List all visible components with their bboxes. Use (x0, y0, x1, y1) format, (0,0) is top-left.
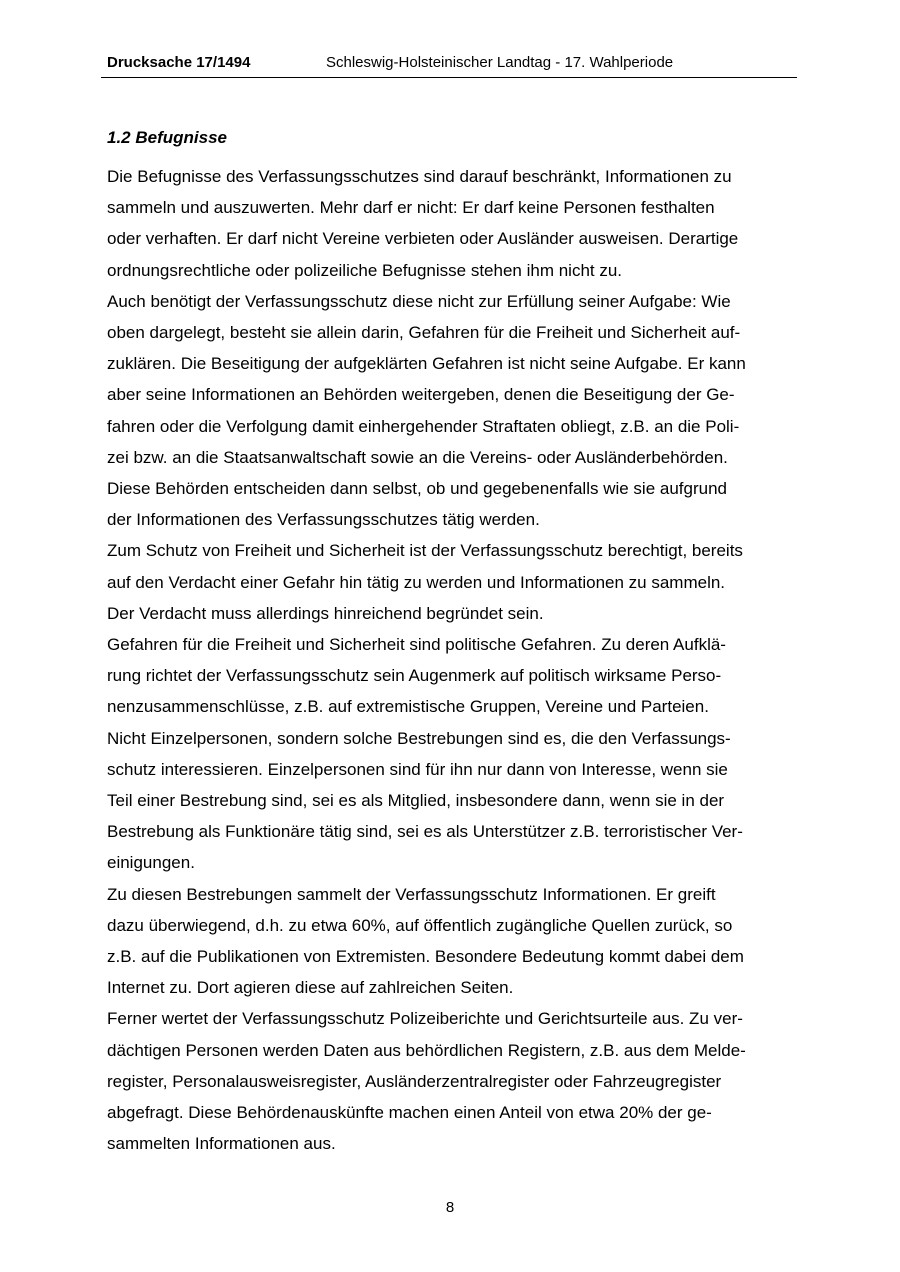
text-line: oder verhaften. Er darf nicht Vereine verbieten oder Ausländer ausweisen. Derartige (107, 229, 739, 249)
text-line: Gefahren für die Freiheit und Sicherheit sind politische Gefahren. Zu deren Aufklä- (107, 635, 726, 655)
text-line: Teil einer Bestrebung sind, sei es als Mitglied, insbesondere dann, wenn sie in der (107, 791, 725, 811)
text-line: Diese Behörden entscheiden dann selbst, ob und gegebenenfalls wie sie aufgrund (107, 479, 728, 499)
text-line: dächtigen Personen werden Daten aus behördlichen Registern, z.B. aus dem Melde- (107, 1040, 746, 1060)
text-line: abgefragt. Diese Behördenauskünfte machen einen Anteil von etwa 20% der ge- (107, 1103, 712, 1123)
text-line: Ferner wertet der Verfassungsschutz Polizeiberichte und Gerichtsurteile aus. Zu ver- (107, 1009, 743, 1029)
text-line: ordnungsrechtliche oder polizeiliche Befugnisse stehen ihm nicht zu. (107, 260, 623, 280)
text-line: zuklären. Die Beseitigung der aufgeklärten Gefahren ist nicht seine Aufgabe. Er kann (107, 354, 746, 374)
header-divider (101, 77, 797, 78)
text-line: oben dargelegt, besteht sie allein darin, Gefahren für die Freiheit und Sicherheit auf- (107, 323, 741, 343)
text-line: Bestrebung als Funktionäre tätig sind, sei es als Unterstützer z.B. terroristischer Ver- (107, 822, 743, 842)
text-line: Nicht Einzelpersonen, sondern solche Bestrebungen sind es, die den Verfassungs- (107, 728, 731, 748)
text-line: rung richtet der Verfassungsschutz sein Augenmerk auf politisch wirksame Perso- (107, 666, 722, 686)
page-number: 8 (445, 1199, 455, 1216)
text-line: einigungen. (107, 853, 195, 873)
text-line: nenzusammenschlüsse, z.B. auf extremistische Gruppen, Vereine und Parteien. (107, 697, 709, 717)
text-line: der Informationen des Verfassungsschutzes tätig werden. (107, 510, 540, 530)
body-text (107, 161, 797, 1160)
text-line: sammelten Informationen aus. (107, 1134, 336, 1154)
text-line: dazu überwiegend, d.h. zu etwa 60%, auf öffentlich zugängliche Quellen zurück, so (107, 915, 733, 935)
document-number: Drucksache 17/1494 (107, 54, 251, 71)
text-line: Die Befugnisse des Verfassungsschutzes sind darauf beschränkt, Informationen zu (107, 167, 732, 186)
parliament-title: Schleswig-Holsteinischer Landtag - 17. Wahlperiode (326, 54, 674, 71)
text-line: Der Verdacht muss allerdings hinreichend begründet sein. (107, 603, 544, 623)
text-line: z.B. auf die Publikationen von Extremisten. Besondere Bedeutung kommt dabei dem (107, 947, 744, 967)
text-line: fahren oder die Verfolgung damit einhergehender Straftaten obliegt, z.B. an die Poli- (107, 416, 740, 436)
text-line: auf den Verdacht einer Gefahr hin tätig zu werden und Informationen zu sammeln. (107, 572, 726, 592)
text-line: aber seine Informationen an Behörden weitergeben, denen die Beseitigung der Ge- (107, 385, 735, 405)
text-line: Zum Schutz von Freiheit und Sicherheit ist der Verfassungsschutz berechtigt, bereits (107, 541, 743, 561)
text-line: zei bzw. an die Staatsanwaltschaft sowie an die Vereins- oder Ausländerbehörden. (107, 447, 728, 467)
text-line: Zu diesen Bestrebungen sammelt der Verfassungsschutz Informationen. Er greift (107, 884, 716, 904)
text-line: Internet zu. Dort agieren diese auf zahlreichen Seiten. (107, 978, 514, 998)
text-line: register, Personalausweisregister, Ausländerzentralregister oder Fahrzeugregister (107, 1071, 722, 1091)
section-heading: 1.2 Befugnisse (107, 128, 227, 147)
text-line: schutz interessieren. Einzelpersonen sind für ihn nur dann von Interesse, wenn sie (107, 759, 728, 779)
text-line: Auch benötigt der Verfassungsschutz diese nicht zur Erfüllung seiner Aufgabe: Wie (107, 291, 731, 311)
text-line: sammeln und auszuwerten. Mehr darf er nicht: Er darf keine Personen festhalten (107, 198, 715, 218)
